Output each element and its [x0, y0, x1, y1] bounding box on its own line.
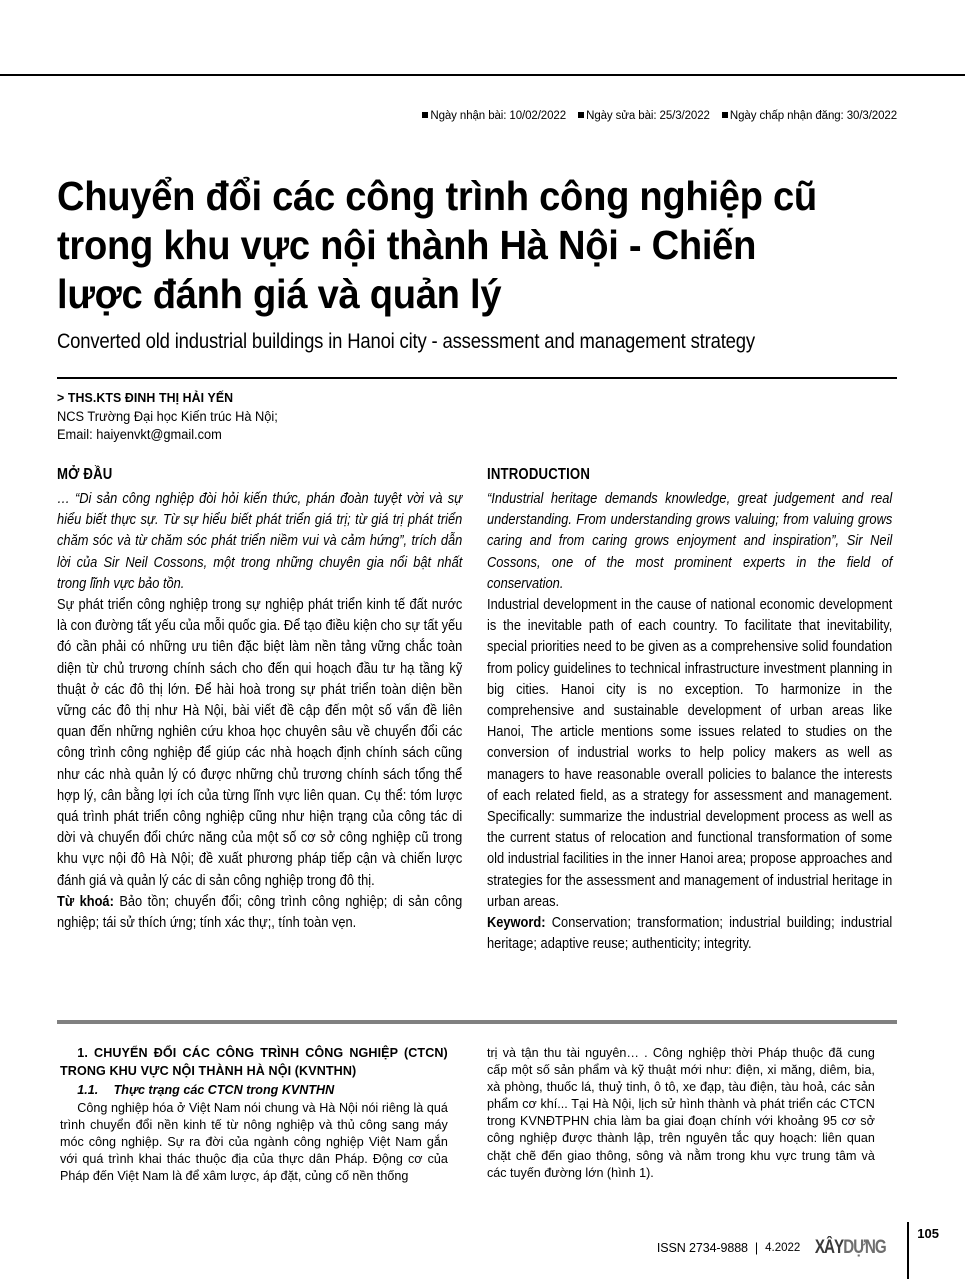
author-name: > THS.KTS ĐINH THỊ HẢI YẾN	[57, 390, 234, 405]
logo-text-part1: XÂY	[815, 1237, 844, 1258]
abstract-vi-body: Sự phát triển công nghiệp trong sự nghiệp phát triển kinh tế đất nước là con đường tất yếu của mỗi quốc gia. Để tạo điều kiện cho sự tất yếu đó cần phải có những ưu tiên đặc biệt làm nền tảng vững chắc toàn diện từ chủ trương chính sách cho đến qui hoạch đầu tư hạ tầng kỹ thuật ở các đô thị lớn. Để hài hoà trong sự phát triển toàn diện bền vững các đô thị như Hà Nội, bài viết đề cập đến một số vấn đề liên quan đến những nghiên cứu khoa học chuyên sâu về chuyển đổi các công trình công nghiệp để giúp các nhà hoạch định chính sách cũng như các nhà quản lý có được những chủ trương chính sách tổng thể hợp lý, cân bằng lợi ích của từng lĩnh vực liên quan. Cụ thể: tóm lược quá trình phát triển công nghiệp cũng như hiện trạng của công tác di dời và chuyển đổi chức năng của một số cơ sở công nghiệp cũ trong khu vực nội đô Hà Nội; đề xuất phương pháp tiếp cận và chiến lược đánh giá và quản lý các di sản công nghiệp trong đô thị.	[57, 597, 463, 889]
abstract-vi-heading: MỞ ĐẦU	[57, 466, 113, 483]
abstract-vi-keywords	[57, 892, 462, 934]
xaydung-logo	[815, 1237, 886, 1259]
section-heading-1-1-number: 1.1.	[77, 1082, 99, 1097]
section-divider-rule	[57, 1020, 897, 1024]
date-received-label: Ngày nhận bài: 10/02/2022	[430, 110, 566, 122]
title-divider-rule	[57, 377, 897, 379]
date-accepted	[722, 110, 897, 122]
submission-dates	[60, 110, 897, 122]
body-paragraph-right: trị và tận thu tài nguyên… . Công nghiệp thời Pháp thuộc đã cung cấp một số sản phẩm và kỹ thuật mới như: điện, xi măng, diêm, bia, xà phòng, thuốc lá, thuỷ tinh, ô tô, xe đạp, tàu điện, tàu hoả, các sản phẩm cơ khí... Tại Hà Nội, lịch sử hình thành và phát triển các CTCN trong KVNĐTPHN chia làm ba giai đoạn chính với khoảng 95 cơ sở công nghiệp được thành lập, trên nguyên tắc quy hoạch: liên quan chặt chẽ đến giao thông, sông và nằm trong khu vực trung tâm và các tuyến đường lớn (hình 1).	[487, 1045, 875, 1180]
author-affiliation: NCS Trường Đại học Kiến trúc Hà Nội;	[57, 408, 278, 424]
logo-text-part2: DỰNG	[843, 1237, 887, 1258]
abstract-en-keywords-label: Keyword:	[487, 915, 546, 932]
date-received	[422, 110, 566, 122]
section-heading-1-1-text: Thực trạng các CTCN trong KVNTHN	[113, 1082, 335, 1097]
abstract-en-body: Industrial development in the cause of national economic development is the inevitable path of each country. To facilitate that inevitability, special priorities need to be given as a comprehensive solid foundation from policy guidelines to technical infrastructure investment planning in big cities. Hanoi city is no exception. To harmonize in the comprehensive and sustainable development of urban areas like Hanoi, The article mentions some issues related to studies on the conversion of industrial works to help policy makers as well as managers to have reasonable overall policies to balance the interests of each related field, as a strategy for assessment and management. Specifically: summarize the industrial development process as well as the current status of relocation and functional transformation of some old industrial facilities in the inner Hanoi area; propose approaches and strategies for the assessment and management of industrial heritage in urban areas.	[487, 597, 893, 910]
square-bullet-icon	[422, 112, 428, 118]
abstract-vi-keywords-label: Từ khoá:	[57, 893, 114, 910]
section-heading-1: 1. CHUYỂN ĐỔI CÁC CÔNG TRÌNH CÔNG NGHIỆP (CTCN) TRONG KHU VỰC NỘI THÀNH HÀ NỘI (KVNTHN)	[60, 1045, 448, 1078]
abstract-vi-keywords-text: Bảo tồn; chuyển đổi; công trình công nghiệp; di sản công nghiệp; tái sử thích ứng; tính xác thự;, tính toàn vẹn.	[57, 893, 463, 932]
abstract-en-heading: INTRODUCTION	[487, 466, 591, 483]
page-number-rule	[907, 1222, 909, 1279]
issue-date-label: 4.2022	[765, 1242, 801, 1254]
page-subtitle: Converted old industrial buildings in Hanoi city - assessment and management strategy	[57, 330, 755, 353]
square-bullet-icon	[722, 112, 728, 118]
abstract-en-keywords	[487, 913, 892, 955]
date-revised-label: Ngày sửa bài: 25/3/2022	[586, 110, 710, 122]
date-accepted-label: Ngày chấp nhận đăng: 30/3/2022	[729, 110, 897, 122]
page-number: 105	[917, 1226, 939, 1241]
section-heading-1-1	[60, 1081, 448, 1099]
footer-separator: |	[754, 1241, 759, 1255]
page-footer	[657, 1237, 897, 1259]
body-paragraph-left: Công nghiệp hóa ở Việt Nam nói chung và Hà Nội nói riêng là quá trình chuyển đổi nền kinh tế từ nông nghiệp và thủ công sang máy móc công nghiệp. Sự ra đời của ngành công nghiệp Việt Nam gắn với quá trình khai thác thuộc địa của thực dân Pháp. Động cơ của Pháp đến Việt Nam là để xâm lược, áp đặt, củng cố nền thống	[60, 1100, 448, 1184]
page-title: Chuyển đổi các công trình công nghiệp cũ trong khu vực nội thành Hà Nội - Chiến lược đánh giá và quản lý	[57, 173, 817, 317]
author-email: Email: haiyenvkt@gmail.com	[57, 427, 222, 442]
issn-label: ISSN 2734-9888	[656, 1241, 748, 1255]
top-divider-rule	[0, 74, 965, 76]
author-block	[57, 389, 278, 445]
title-block	[57, 172, 897, 355]
abstract-en-keywords-text: Conservation; transformation; industrial building; industrial heritage; adaptive reuse; authenticity; integrity.	[487, 915, 893, 953]
abstract-column-vietnamese	[57, 466, 461, 934]
abstract-en-quote: “Industrial heritage demands knowledge, great judgement and real understanding. From understanding grows valuing; from valuing grows caring and from caring grows enjoyment and inspiration”, Sir Neil Cossons, one of the most prominent experts in the field of conservation.	[487, 491, 893, 592]
abstract-vi-quote: … “Di sản công nghiệp đòi hỏi kiến thức, phán đoàn tuyệt vời và sự hiểu biết thực sự. Từ sự hiểu biết phát triển giá trị; từ giá trị phát triển chăm sóc và từ chăm sóc phát triển niềm vui và cảm hứng”, trích dẫn lời của Sir Neil Cossons, một trong những chuyên gia nổi bật nhất trong lĩnh vực bảo tồn.	[57, 491, 463, 592]
body-column-right	[487, 1044, 875, 1181]
date-revised	[578, 110, 710, 122]
square-bullet-icon	[578, 112, 584, 118]
body-column-left	[60, 1044, 448, 1184]
abstract-column-english	[487, 466, 891, 955]
